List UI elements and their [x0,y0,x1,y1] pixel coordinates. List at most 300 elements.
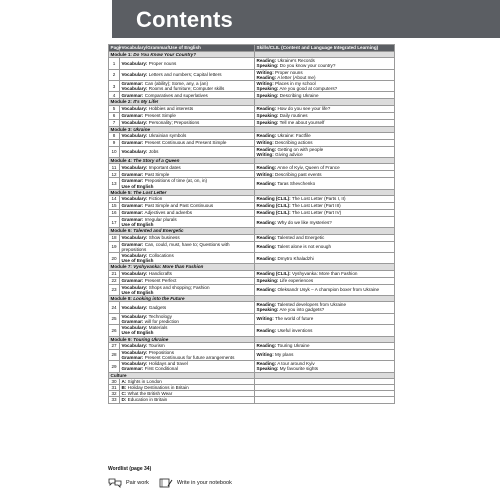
header-page: Page [110,45,122,51]
table-row [109,164,395,171]
entry-line [122,196,253,201]
entry-line [122,290,253,295]
entry-text: Ukraine's Records [277,58,315,64]
entry-text: Past Simple [144,171,170,177]
entry-label: Reading: [256,146,277,152]
skills-cell [255,270,395,277]
entry-label: Speaking: [256,63,279,69]
page-number: 11 [109,164,120,171]
entry-text: The Lost Letter (Parts I, II) [291,196,346,202]
entry-text: My favourite sights [279,366,319,372]
entry-text: Can (ability); Some, any, a (an) [144,81,208,87]
module-name: Ukraine [133,126,151,132]
skills-cell [255,178,395,189]
vocab-cell [120,361,255,372]
page-number: 14 [109,196,120,203]
module-prefix: Module 4: [110,158,132,164]
entry-text: Important dates [148,164,181,170]
skills-cell [255,241,395,252]
entry-line [257,343,393,348]
entry-text: Collocations [148,253,174,259]
entry-text: A letter (About me) [277,74,316,80]
skills-cell [255,112,395,119]
vocab-cell [120,302,255,313]
entry-text: Prepositions [148,349,175,355]
entry-text: A tour around Kyiv [277,361,315,367]
skills-cell [255,203,395,210]
entry-label: Writing: [256,316,274,322]
entry-text: Hobbies and interests [148,106,194,112]
entry-line [122,305,253,310]
culture-letter: A: [121,378,127,384]
vocab-cell [120,112,255,119]
vocab-cell [120,217,255,228]
module-name: The Lost Letter [133,189,167,195]
entry-text: Vyshyvanka: More than Fashion [291,271,358,277]
pair-work-icon [108,478,122,488]
legend-pair-work [108,478,149,488]
entry-label: Speaking: [256,113,279,119]
table-header-row [109,45,395,52]
entry-text: The world of future [274,316,314,322]
entry-label: Reading: [256,74,277,80]
entry-label: Reading: [256,327,277,333]
entry-text: The Lost Letter (Part IV) [291,210,342,216]
entry-label: Writing: [256,152,274,158]
entry-label: Vocabulary: [121,72,148,78]
module-name: It's My Life! [133,99,159,105]
page-number: 12 [109,171,120,178]
entry-label: Reading: [256,287,277,293]
page-title: Contents [136,7,233,32]
entry-label: Reading: [256,181,277,187]
entry-label: Reading: [256,302,277,308]
entry-line [257,316,393,321]
entry-text: Gadgets [148,304,167,310]
entry-line [122,133,253,138]
table-row [109,178,395,189]
entry-text: Proper nouns [148,60,177,66]
entry-text: Taras Shevchenko [277,181,316,187]
vocab-cell [120,164,255,171]
entry-label: Reading (CLIL): [256,203,291,209]
skills-cell [255,69,395,80]
contents-table [108,44,395,404]
entry-label: Speaking: [256,92,279,98]
skills-cell [255,253,395,264]
entry-line [122,319,253,324]
entry-label: Reading: [256,235,277,241]
entry-line [122,113,253,118]
entry-text: Fiction [148,196,163,202]
page-number: 25 [109,313,120,324]
entry-line [122,355,253,360]
skills-cell [255,277,395,284]
table-row [109,284,395,295]
culture-letter: C: [121,391,127,397]
entry-text: How do you see your life? [277,106,331,112]
table-row [109,210,395,217]
culture-title: Culture [109,372,255,378]
entry-text: Proper nouns [275,69,303,75]
module-name: Looking into the Future [133,296,185,302]
entry-label: Grammar: [121,278,144,284]
page-number: 15 [109,203,120,210]
skills-cell [255,234,395,241]
culture-cell [120,397,255,403]
entry-label: Reading: [256,343,277,349]
page-number: 6 [109,112,120,119]
entry-line [257,203,393,208]
entry-text: Dmytro Khaladzhi [277,255,314,261]
entry-text: Tell me about yourself [279,120,325,126]
module-prefix: Module 1: [110,52,132,57]
table-row [109,203,395,210]
skills-cell [255,119,395,126]
entry-text: Are you good at computers? [279,86,338,92]
entry-label: Vocabulary: [121,361,148,367]
skills-cell [255,105,395,112]
entry-label: Vocabulary: [121,149,148,155]
vocab-cell [120,270,255,277]
entry-text: Giving advice [275,152,303,158]
vocab-cell [120,171,255,178]
entry-label: Vocabulary: [121,313,148,319]
entry-label: Reading (CLIL): [256,271,291,277]
table-row [109,361,395,372]
entry-label: Grammar: [121,171,144,177]
entry-text: Describing Ukraine [279,92,319,98]
entry-line [122,61,253,66]
page-number: 18 [109,234,120,241]
module-name: Do You Know Your Country? [133,52,196,57]
entry-line [122,140,253,145]
page-number: 30 [109,378,120,384]
entry-text: Getting on with people [277,146,324,152]
entry-label: Speaking: [256,366,279,372]
table-row [109,196,395,203]
table-row [109,81,395,92]
page-number: 21 [109,270,120,277]
page-number: 5 [109,105,120,112]
entry-text: will for prediction [144,318,179,324]
entry-text: Prepositions of time (at, on, in) [144,178,208,184]
page-number: 24 [109,302,120,313]
culture-text: Education in Britain [127,397,168,403]
table-row [109,270,395,277]
entry-text: Comparatives and superlatives [144,92,208,98]
vocab-cell [120,146,255,157]
table-row [109,325,395,336]
entry-label: Reading: [256,361,277,367]
skills-cell [255,58,395,69]
entry-text: Talented developers from Ukraine [277,302,347,308]
vocab-cell [120,313,255,324]
skills-cell [255,92,395,99]
page-number: 28 [109,349,120,360]
entry-line [122,235,253,240]
module-name: Touring Ukraine [133,336,169,342]
skills-cell [255,81,395,92]
vocab-cell [120,132,255,139]
entry-line [257,152,393,157]
entry-text: Personality; Prepositions [148,120,200,126]
page-number: 16 [109,210,120,217]
entry-line [257,172,393,177]
entry-text: Ukrainian symbols [148,133,187,139]
entry-text: Present Perfect [144,278,177,284]
entry-label: Writing: [256,140,274,146]
skills-cell [255,349,395,360]
entry-text: Adjectives and adverbs [144,210,192,216]
entry-line [122,86,253,91]
entry-label: Reading: [256,219,277,225]
entry-line [122,72,253,77]
entry-line [122,222,253,227]
entry-text: Places in my school [275,81,316,87]
table-row [109,234,395,241]
page-number: 23 [109,284,120,295]
entry-label: Reading: [256,164,277,170]
entry-label: Vocabulary: [121,196,148,202]
table-row [109,397,395,403]
entry-text: Present Continuous and Present Simple [144,140,227,146]
header-vocab: Vocabulary/Grammar/Use of English [120,45,255,52]
entry-line [257,113,393,118]
entry-label: Vocabulary: [121,325,148,331]
entry-line [122,149,253,154]
vocab-cell [120,119,255,126]
legend-notebook [159,478,232,488]
culture-letter: B: [121,384,127,390]
entry-text: My plans [275,352,294,358]
vocab-cell [120,203,255,210]
entry-line [257,165,393,170]
entry-label: Vocabulary: [121,235,148,241]
skills-cell [255,171,395,178]
table-row [109,105,395,112]
page-number: 10 [109,146,120,157]
entry-label: Reading: [256,255,277,261]
entry-label: Vocabulary: [121,304,148,310]
table-row [109,253,395,264]
table-row [109,119,395,126]
entry-text: Life experiences [279,278,314,284]
entry-label: Vocabulary: [121,164,148,170]
module-prefix: Module 2: [110,99,132,105]
table-row [109,342,395,349]
module-name: The Story of a Queen [133,158,180,164]
entry-label: Reading: [256,244,277,250]
entry-line [257,210,393,215]
table-row [109,277,395,284]
skills-cell [255,361,395,372]
vocab-cell [120,58,255,69]
vocab-cell [120,139,255,146]
vocab-cell [120,178,255,189]
entry-line [257,75,393,80]
entry-line [257,63,393,68]
entry-text: Irregular plurals [144,217,177,223]
entry-label: Vocabulary: [121,349,148,355]
vocab-cell [120,196,255,203]
table-row [109,171,395,178]
notebook-label: Write in your notebook [176,480,232,486]
entry-label: Vocabulary: [121,86,148,92]
entry-text: Shops and shopping; Fashion [148,284,210,290]
entry-line [122,258,253,263]
table-row [109,132,395,139]
module-prefix: Module 5: [110,189,132,195]
vocab-cell [120,342,255,349]
vocab-cell [120,81,255,92]
skills-cell [255,164,395,171]
entry-text: Describing past events [275,171,322,177]
entry-line [257,244,393,249]
entry-line [257,196,393,201]
skills-cell [255,397,395,403]
entry-line [257,106,393,111]
entry-text: Do you know your country? [279,63,336,69]
module-prefix: Module 8: [110,296,132,302]
entry-label: Reading (CLIL): [256,210,291,216]
table-row [109,217,395,228]
entry-text: Tourism [148,343,165,349]
entry-label: Reading: [256,106,277,112]
skills-cell [255,196,395,203]
entry-line [257,278,393,283]
entry-line [257,220,393,225]
page-number: 27 [109,342,120,349]
page-number: 9 [109,139,120,146]
pair-work-label: Pair work [126,480,149,486]
entry-label: Grammar: [121,354,144,360]
entry-text: Can, could, must, have to; Questions with prepositions [121,241,230,252]
module-prefix: Module 7: [110,264,132,270]
entry-label: Vocabulary: [121,133,148,139]
entry-label: Grammar: [121,217,144,223]
vocab-cell [120,69,255,80]
entry-label: Use of English [121,258,154,264]
entry-label: Speaking: [256,86,279,92]
entry-line [122,203,253,208]
module-name: Vyshyvanka: More than Fashion [133,264,204,270]
entry-label: Grammar: [121,81,144,87]
header-skills: Skills/CLIL (Content and Language Integrated Learning) [255,45,395,52]
entry-label: Use of English [121,222,154,228]
entry-text: Why do we like mysteries? [277,219,332,225]
entry-label: Grammar: [121,113,144,119]
entry-text: Technology [148,313,172,319]
entry-label: Use of English [121,289,154,295]
table-row [109,241,395,252]
skills-cell [255,325,395,336]
entry-line [122,278,253,283]
entry-line [257,271,393,276]
entry-line [257,86,393,91]
entry-text: Show business [148,235,180,241]
culture-text: Sights in London [127,378,162,384]
entry-line [257,307,393,312]
vocab-cell [120,210,255,217]
entry-label: Grammar: [121,241,144,247]
entry-label: Vocabulary: [121,120,148,126]
entry-line [257,235,393,240]
entry-label: Reading: [256,58,277,64]
page-number: 29 [109,361,120,372]
vocab-cell [120,325,255,336]
entry-label: Vocabulary: [121,106,148,112]
entry-line [257,120,393,125]
entry-line [257,328,393,333]
vocab-cell [120,105,255,112]
entry-text: Rooms and furniture; Computer skills [148,86,225,92]
notebook-icon [159,478,173,488]
entry-label: Vocabulary: [121,284,148,290]
entry-label: Reading: [256,133,277,139]
entry-text: Materials [148,325,168,331]
entry-text: Daily routines [279,113,308,119]
entry-text: Useful inventions [277,327,313,333]
entry-label: Speaking: [256,120,279,126]
entry-line [122,120,253,125]
vocab-cell [120,253,255,264]
entry-line [122,184,253,189]
entry-line [122,93,253,98]
culture-text: What the British Wear [127,391,173,397]
entry-label: Grammar: [121,178,144,184]
page-number: 13 [109,178,120,189]
page-number: 32 [109,391,120,397]
entry-text: Ukraine: Factfile [277,133,311,139]
entry-label: Vocabulary: [121,60,148,66]
entry-line [257,93,393,98]
module-prefix: Module 9: [110,336,132,342]
entry-text: Present Continuous for future arrangements [144,354,235,360]
entry-label: Grammar: [121,318,144,324]
entry-line [257,287,393,292]
entry-line [257,366,393,371]
entry-text: Talent alone is not enough [277,244,331,250]
entry-line [257,140,393,145]
skills-cell [255,342,395,349]
entry-label: Speaking: [256,278,279,284]
vocab-cell [120,92,255,99]
skills-cell [255,146,395,157]
page-number: 1 [109,58,120,69]
vocab-cell [120,277,255,284]
table-row [109,302,395,313]
vocab-cell [120,349,255,360]
page-number: 19 [109,241,120,252]
entry-label: Writing: [256,81,274,87]
table-row [109,58,395,69]
entry-text: Anne of Kyiv, Queen of France [277,164,340,170]
entry-label: Grammar: [121,210,144,216]
skills-cell [255,313,395,324]
entry-label: Grammar: [121,203,144,209]
legend [108,478,242,488]
module-prefix: Module 3: [110,126,132,132]
entry-line [122,330,253,335]
entry-label: Vocabulary: [121,253,148,259]
entry-text: Describing actions [275,140,313,146]
entry-label: Vocabulary: [121,271,148,277]
entry-text: Touring Ukraine [277,343,310,349]
entry-line [122,210,253,215]
page-number: 26 [109,325,120,336]
page-number: 22 [109,277,120,284]
